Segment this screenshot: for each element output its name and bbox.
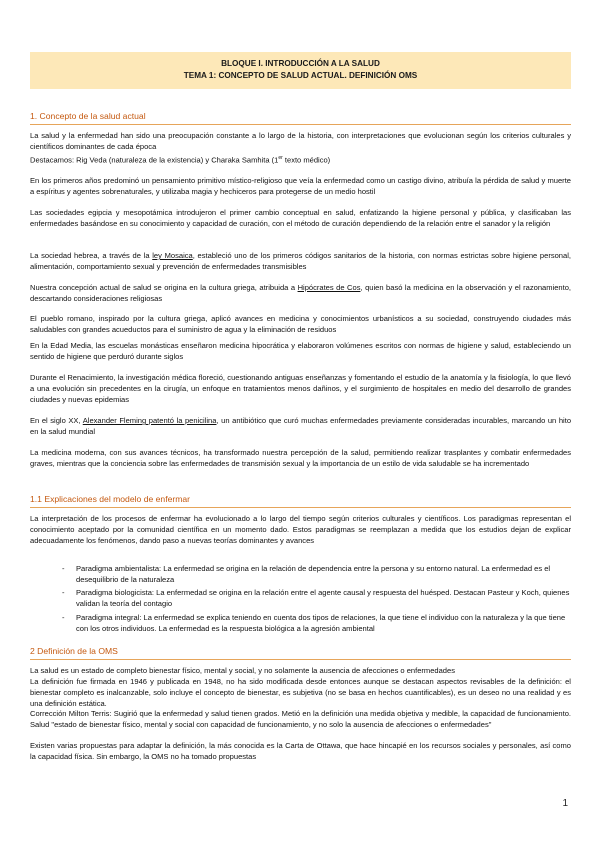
bullet-dash: - xyxy=(62,613,65,622)
paragraph: La salud es un estado de completo bienestar físico, mental y social, y no solamente la ausencia de afecciones o enfermedades xyxy=(30,666,455,675)
paragraph: Durante el Renacimiento, la investigación médica floreció, cuestionando antiguas enseñanzas y fomentando el estudio de la anatomía y la fisiología, lo que llevó a una evolución sin precedentes en la cirugía, un enfoque en tratamientos menos dañinos, y el surgimiento de hospitales en medio del desarrollo de grandes ciudades y nuevas epidemias xyxy=(30,373,571,404)
bullet-dash: - xyxy=(62,564,65,573)
paragraph: Corrección Milton Terris: Sugirió que la enfermedad y salud tienen grados. Metió en la definición una medida objetiva y medible, la capacidad de funcionamiento. Salud "estado de bienestar físico, mental y social con capacidad de funcionamiento, y no solo la ausencia de afecciones o enfermedades" xyxy=(30,709,571,729)
ley-mosaica-link[interactable]: ley Mosaica xyxy=(152,251,193,260)
bullet-item: Paradigma biologicista: La enfermedad se origina en la relación entre el agente causal y respuesta del huésped. Destacan Pasteur y Koch, quienes validan la teoría del contagio xyxy=(76,588,570,608)
section-1-1-heading: 1.1 Explicaciones del modelo de enfermar xyxy=(30,494,191,504)
title-banner xyxy=(30,52,571,89)
fleming-link[interactable]: Alexander Fleming patentó la penicilina xyxy=(82,416,217,425)
paragraph: En la Edad Media, las escuelas monásticas enseñaron medicina hipocrática y elaboraron volúmenes escritos con normas de higiene y salud, estableciendo un sentido de higiene que perduró durante siglos xyxy=(30,341,571,361)
paragraph: Las sociedades egipcia y mesopotámica introdujeron el primer cambio conceptual en salud, enfatizando la higiene personal y pública, y clasificaban las enfermedades basándose en su conocimiento y capacidad de curación, con el método de curación dependiendo de la relación entre el sanador y la religión xyxy=(30,208,571,228)
section-2-heading: 2 Definición de la OMS xyxy=(30,646,118,656)
paragraph: En los primeros años predominó un pensamiento primitivo místico-religioso que veía la enfermedad como un castigo divino, atribuía la pérdida de salud y muerte a espíritus y agentes sobrenaturales, y utilizaba magia y hechiceros para protegerse de un medio hostil xyxy=(30,176,571,196)
paragraph: La interpretación de los procesos de enfermar ha evolucionado a lo largo del tiempo según criterios culturales y científicos. Los paradigmas representan el conocimiento aceptado por la comunidad científica en un momento dado. Estos paradigmas se reemplazan a medida que los estudios dejan de explicar adecuadamente los fenómenos, dando paso a nuevas teorías dominantes y avances xyxy=(30,514,571,545)
paragraph: Nuestra concepción actual de salud se origina en la cultura griega, atribuida a Hipócrates de Cos, quien basó la medicina en la observación y el razonamiento, descartando consideraciones religiosas xyxy=(30,283,571,303)
bloque-title: BLOQUE I. INTRODUCCIÓN A LA SALUD xyxy=(221,59,380,68)
hipocrates-link[interactable]: Hipócrates de Cos xyxy=(297,283,361,292)
bullet-item: Paradigma ambientalista: La enfermedad se origina en la relación de dependencia entre la persona y su entorno natural. La enfermedad es el desequilibrio de la naturaleza xyxy=(76,564,551,584)
bullet-dash: - xyxy=(62,588,65,597)
section-1-rule xyxy=(30,124,571,125)
paragraph: El pueblo romano, inspirado por la cultura griega, aplicó avances en medicina y conocimientos urbanísticos a su sociedad, construyendo ciudades más saludables con grandes acueductos para el suministro de agua y la eliminación de residuos xyxy=(30,314,571,334)
paragraph: La salud y la enfermedad han sido una preocupación constante a lo largo de la historia, con interpretaciones que evolucionan según los criterios culturales y científicos dominantes de cada época xyxy=(30,131,571,151)
section-1-heading: 1. Concepto de la salud actual xyxy=(30,111,146,121)
tema-title: TEMA 1: CONCEPTO DE SALUD ACTUAL. DEFINICIÓN OMS xyxy=(183,71,418,80)
page-number: 1 xyxy=(562,798,568,809)
paragraph: La definición fue firmada en 1946 y publicada en 1948, no ha sido modificada desde entonces aunque se destacan aspectos revisables de la definición: el bienestar completo es inalcanzable, solo incluye el concepto de bienestar, es subjetiva (no se basa en hechos cuantificables), es un deseo no una realidad y es una definición estática. xyxy=(30,677,571,708)
bullet-item: Paradigma integral: La enfermedad se explica teniendo en cuenta dos tipos de relaciones, la que tiene el individuo con la naturaleza y la que tiene con los otros individuos. La enfermedad es la respuesta biológica a la agresión ambiental xyxy=(76,613,566,633)
paragraph: La sociedad hebrea, a través de la ley Mosaica, estableció uno de los primeros códigos sanitarios de la historia, con normas estrictas sobre higiene personal, alimentación, comportamiento sexual y prevención de enfermedades transmisibles xyxy=(30,251,571,271)
section-1-1-rule xyxy=(30,507,571,508)
section-2-rule xyxy=(30,659,571,660)
paragraph: Existen varias propuestas para adaptar la definición, la más conocida es la Carta de Ottawa, que hace hincapié en los recursos sociales y personales, así como la capacidad física. Sin embargo, la OMS no ha tomado propuestas xyxy=(30,741,571,761)
paragraph: En el siglo XX, Alexander Fleming patentó la penicilina, un antibiótico que curó muchas enfermedades previamente consideradas incurables, marcando un hito en la salud mundial xyxy=(30,416,572,436)
paragraph: La medicina moderna, con sus avances técnicos, ha transformado nuestra percepción de la salud, permitiendo realizar trasplantes y combatir enfermedades graves, mientras que la conciencia sobre las enfermedades de transmisión sexual y la importancia de un estilo de vida saludable se ha incrementado xyxy=(30,448,571,468)
paragraph: Destacamos: Rig Veda (naturaleza de la existencia) y Charaka Samhita (1er texto médico) xyxy=(30,155,331,165)
